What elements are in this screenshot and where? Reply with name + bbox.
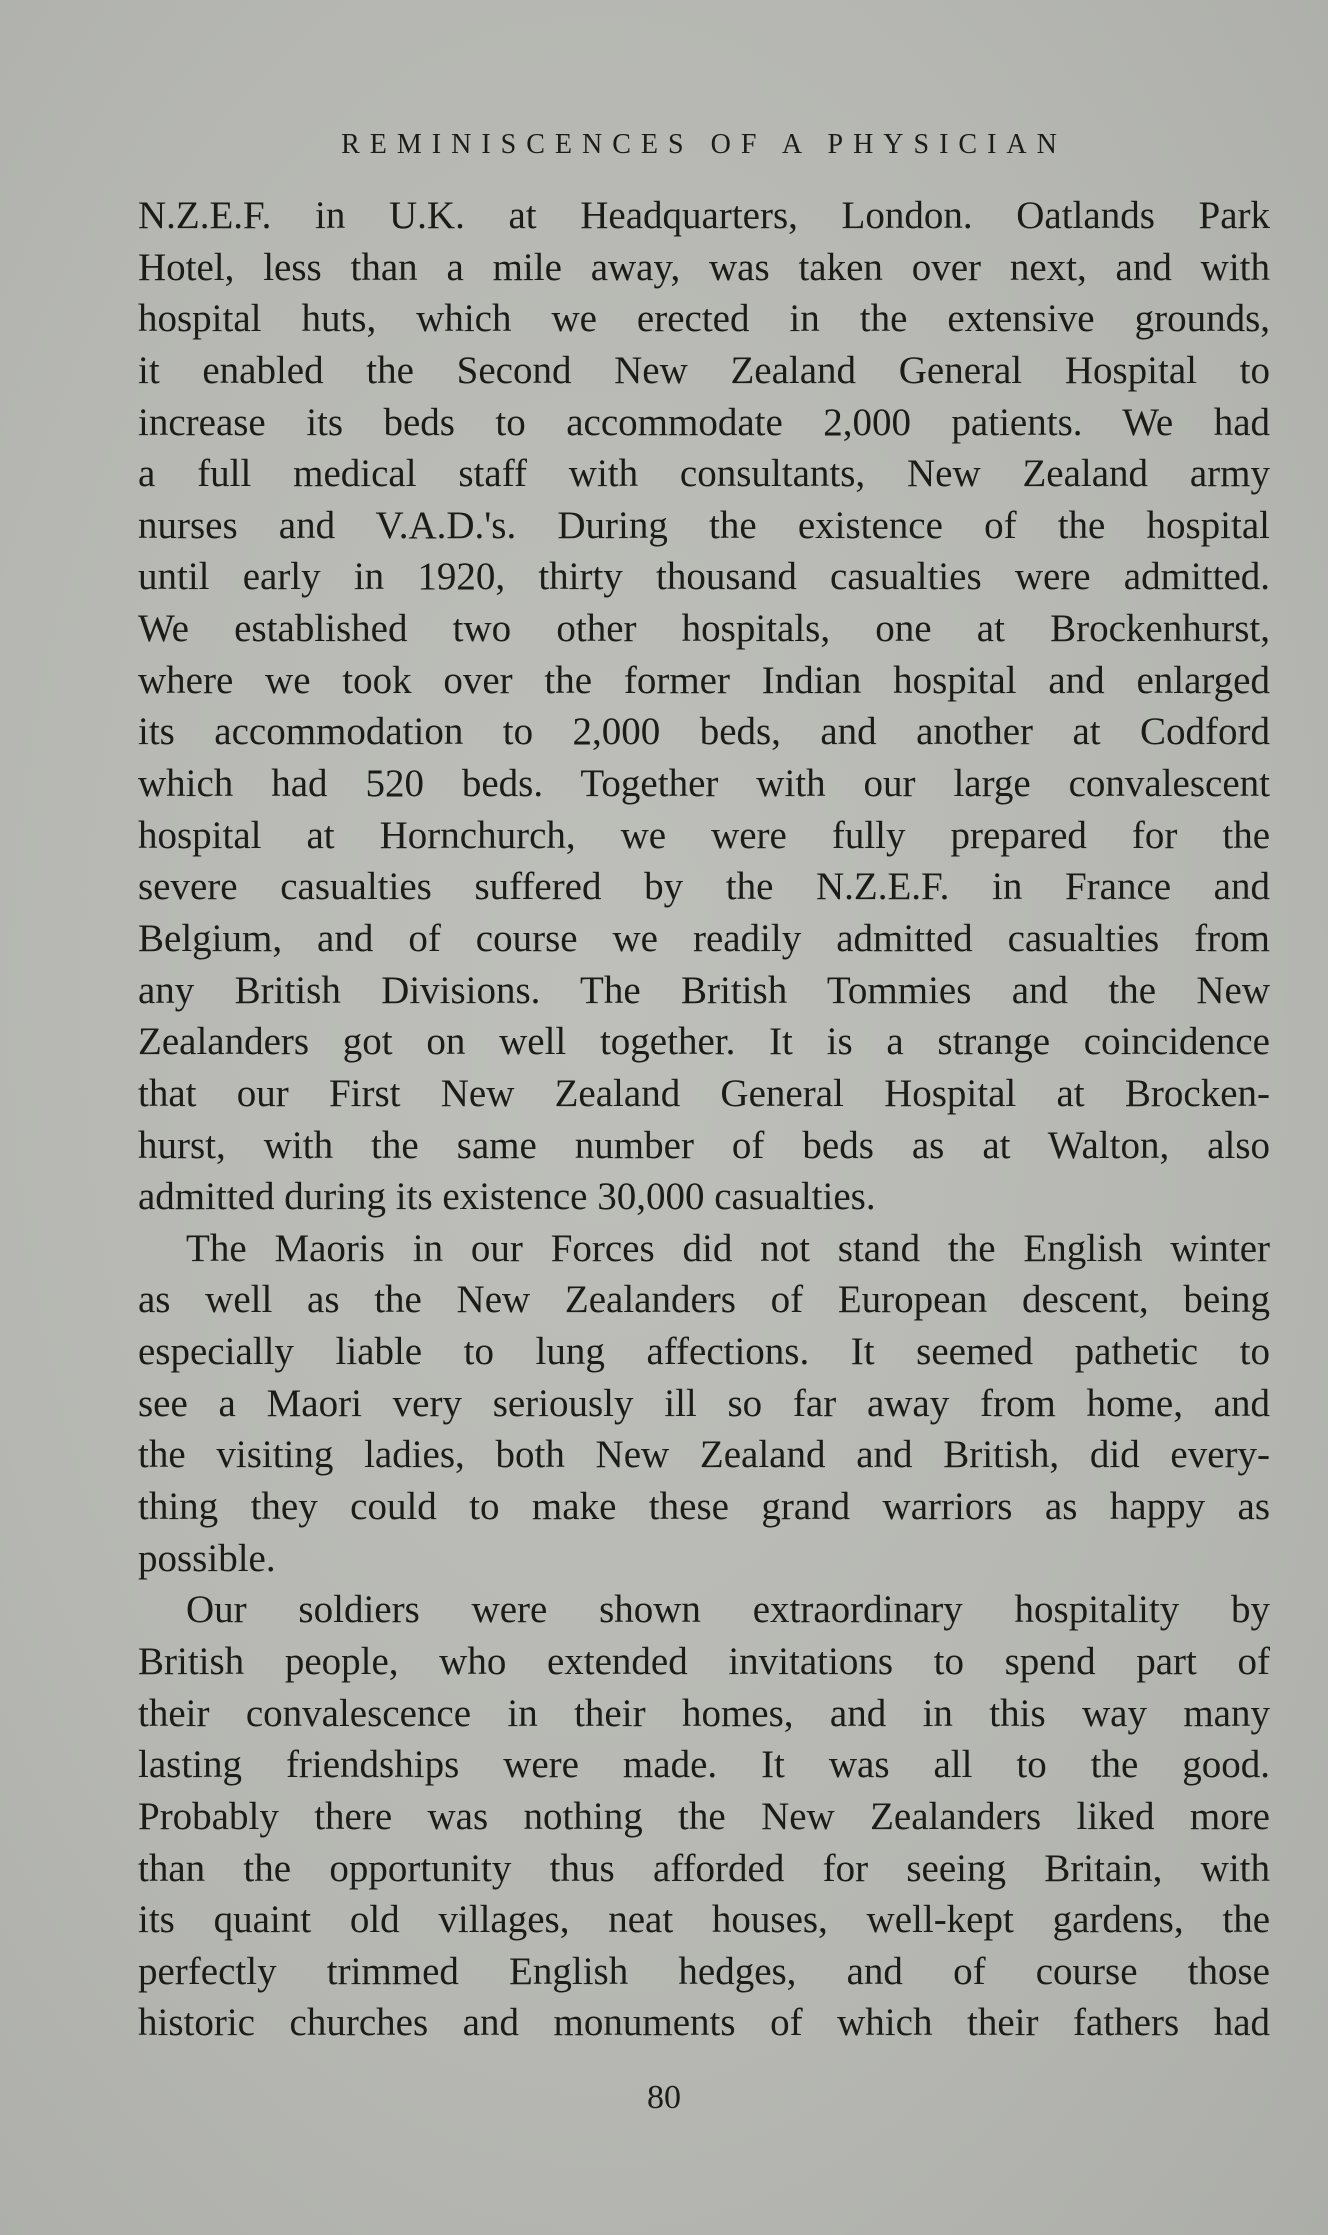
- text-line: lasting friendships were made. It was all to the good.: [138, 1743, 1270, 1787]
- text-line: its accommodation to 2,000 beds, and another at Codford: [138, 710, 1270, 754]
- text-line: nurses and V.A.D.'s. During the existence of the hospital: [138, 503, 1270, 547]
- body-text: [138, 190, 1270, 2049]
- text-line: see a Maori very seriously ill so far away from home, and: [138, 1381, 1270, 1425]
- text-line: that our First New Zealand General Hospital at Brocken-: [138, 1071, 1270, 1115]
- text-line: their convalescence in their homes, and in this way many: [138, 1691, 1270, 1735]
- page-number: 80: [647, 2079, 681, 2116]
- text-line: increase its beds to accommodate 2,000 patients. We had: [138, 400, 1270, 444]
- text-line: as well as the New Zealanders of European descent, being: [138, 1278, 1270, 1322]
- running-head: REMINISCENCES OF A PHYSICIAN: [341, 129, 1067, 160]
- text-line: any British Divisions. The British Tommies and the New: [138, 968, 1270, 1012]
- text-line: until early in 1920, thirty thousand casualties were admitted.: [138, 555, 1270, 599]
- text-line: especially liable to lung affections. It seemed pathetic to: [138, 1330, 1270, 1374]
- text-line: thing they could to make these grand warriors as happy as: [138, 1485, 1270, 1529]
- text-line: possible.: [138, 1536, 276, 1580]
- text-line: British people, who extended invitations to spend part of: [138, 1639, 1270, 1683]
- text-line: Zealanders got on well together. It is a strange coincidence: [138, 1020, 1270, 1064]
- text-line: We established two other hospitals, one at Brockenhurst,: [138, 607, 1270, 651]
- text-line: hurst, with the same number of beds as at Walton, also: [138, 1123, 1270, 1167]
- text-line: perfectly trimmed English hedges, and of course those: [138, 1949, 1270, 1993]
- text-line: Belgium, and of course we readily admitted casualties from: [138, 916, 1270, 960]
- text-line: historic churches and monuments of which their fathers had: [138, 2001, 1270, 2045]
- text-line: Hotel, less than a mile away, was taken over next, and with: [138, 245, 1270, 289]
- text-line: it enabled the Second New Zealand General Hospital to: [138, 348, 1270, 392]
- text-line: The Maoris in our Forces did not stand the English winter: [186, 1226, 1270, 1270]
- text-line: severe casualties suffered by the N.Z.E.F. in France and: [138, 865, 1270, 909]
- text-line: the visiting ladies, both New Zealand and British, did every-: [138, 1433, 1270, 1477]
- text-line: Probably there was nothing the New Zealanders liked more: [138, 1794, 1270, 1838]
- text-line: Our soldiers were shown extraordinary hospitality by: [186, 1588, 1270, 1632]
- text-line: its quaint old villages, neat houses, well-kept gardens, the: [138, 1898, 1270, 1942]
- text-line: a full medical staff with consultants, New Zealand army: [138, 452, 1270, 496]
- text-line: than the opportunity thus afforded for seeing Britain, with: [138, 1846, 1270, 1890]
- text-line: N.Z.E.F. in U.K. at Headquarters, London. Oatlands Park: [138, 194, 1270, 237]
- text-line: which had 520 beds. Together with our large convalescent: [138, 762, 1270, 806]
- text-line: where we took over the former Indian hospital and enlarged: [138, 658, 1270, 702]
- text-line: admitted during its existence 30,000 casualties.: [138, 1175, 876, 1219]
- text-line: hospital huts, which we erected in the extensive grounds,: [138, 297, 1270, 341]
- text-line: hospital at Hornchurch, we were fully prepared for the: [138, 813, 1270, 857]
